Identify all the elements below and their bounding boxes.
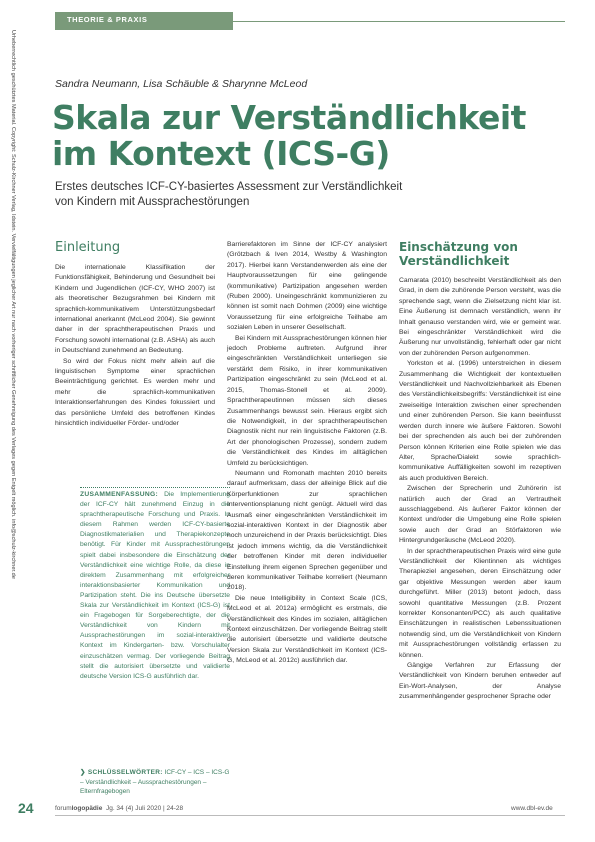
article-subtitle	[55, 180, 555, 210]
col3-paragraph-3: Zwischen der Sprecherin und Zuhörerin ist natürlich auch der Grad an Vertrautheit ausschlaggebend. Als äußerer Faktor können der Kontext und/oder die Umgebung eine Rolle spielen sowie auch der Grad an Störfaktoren wie Hintergrundgeräusche (McLeod 2020).	[399, 485, 561, 545]
col2-paragraph-4: Die neue Intelligibility in Context Scale (ICS, McLeod et al. 2012a) ermöglicht es erstmals, die Verständlichkeit des Kindes im sozialen, alltäglichen Kontext einzuschätzen. Der vorliegende Beitrag stellt die autorisiert übersetzte und validierte deutsche Version Skala zur Verständlichkeit im Kontext (ICS-G, McLeod et al. 2012c) ausführlich dar.	[227, 594, 387, 665]
col3-paragraph-1: Camarata (2010) beschreibt Verständlichkeit als den Grad, in dem die zuhörende Person versteht, was die sprechende sagt, wenn die Zielsetzung nicht klar ist. Eine Äußerung ist demnach verständlich, wenn ihr Inhalt genauso verstanden wird, wie er gemeint war. Bei eingeschränkter Verständlichkeit wird die Äußerung nur unvollständig, fehlerhaft oder gar nicht von der zuhörenden Person aufgenommen.	[399, 277, 561, 357]
article-title	[52, 100, 552, 172]
keywords-icon: ❯	[80, 769, 88, 776]
keywords-box	[80, 768, 230, 797]
summary-box	[80, 490, 230, 682]
section-label-bar	[55, 12, 233, 30]
footer-url: www.dbl-ev.de	[511, 805, 553, 812]
heading-einleitung: Einleitung	[55, 240, 121, 255]
journal-prefix: forum	[55, 805, 72, 812]
journal-citation	[55, 805, 183, 812]
footer-rule	[55, 815, 565, 816]
col1-paragraph-2: So wird der Fokus nicht mehr allein auf die linguistischen Symptome einer sprachlichen Beeinträchtigung gerichtet. Es werden mehr und mehr die sprachlich-kommunikativen Interaktionserfahrungen des Kindes fokussiert und das persönliche Umfeld des betroffenen Kindes hinsichtlich individueller Förder- und/oder	[55, 357, 215, 428]
col2-paragraph-3: Neumann und Romonath machten 2010 bereits darauf aufmerksam, dass der alleinige Blick auf die Körperfunktionen zur sprachlichen Interventionsplanung nicht genügt. Aktuell wird das Ausmaß einer eingeschränkten Verständlichkeit im sozial-interaktiven Kontext in der Diagnostik aber noch unzureichend in der Praxis berücksichtigt. Dies ist jedoch immens wichtig, da die Verständlichkeit der betroffenen Kinder mit deren individueller Einstellung ihrem eigenen Sprechen gegenüber und deren kommunikativer Teilhabe korreliert (Neumann 2018).	[227, 469, 387, 592]
article-authors: Sandra Neumann, Lisa Schäuble & Sharynne McLeod	[55, 78, 308, 90]
column-1	[55, 240, 215, 430]
column-3	[399, 240, 561, 703]
keywords-label: SCHLÜSSELWÖRTER:	[87, 769, 163, 776]
heading-einschaetzung-line-2: Verständlichkeit	[399, 254, 510, 268]
subtitle-line-1: Erstes deutsches ICF-CY-basiertes Assessment zur Verständlichkeit	[55, 181, 403, 193]
summary-rule	[80, 487, 230, 488]
page-number: 24	[18, 800, 34, 816]
col3-paragraph-4: In der sprachtherapeutischen Praxis wird eine gute Verständlichkeit der Klientinnen als wichtiges Therapieziel angesehen, deren Einschätzung oder gar objektive Messungen werden aber kaum durchgeführt. Miller (2013) betont jedoch, dass sowohl quantitative Messungen (z.B. Prozent korrekter Konsonanten/PCC) als auch qualitative Einschätzungen in realistischen Lebenssituationen notwendig sind, um die Verständlichkeit von Kindern mit Aussprachestörungen vollständig erfassen zu können.	[399, 547, 561, 659]
col2-paragraph-1: Barrierefaktoren im Sinne der ICF-CY analysiert (Grötzbach & Iven 2014, Westby & Washington 2017). Hierbei kann Verstandenwerden als eine der Hauptvoraussetzungen für eine gelingende (kommunikative) Partizipation angesehen werden (Ruben 2000). Uneingeschränkt kommunizieren zu können ist somit nach Dohmen (2009) eine wichtige Voraussetzung für eine erfolgreiche Teilhabe am sozialen Leben in unserer Gesellschaft.	[227, 241, 387, 332]
subtitle-line-2: von Kindern mit Aussprachestörungen	[55, 196, 250, 208]
summary-label: ZUSAMMENFASSUNG:	[80, 491, 158, 498]
col3-paragraph-5: Gängige Verfahren zur Erfassung der Verständlichkeit von Kindern beruhen entweder auf Ein-Wort-Analysen, der Analyse zusammenhängender gesprochener Sprache oder	[399, 662, 561, 701]
section-label: THEORIE & PRAXIS	[67, 15, 148, 24]
keywords-text: ICF-CY – ICS – ICS-G – Verständlichkeit – Aussprachestörungen – Elternfragebogen	[80, 769, 230, 795]
col3-paragraph-2: Yorkston et al. (1996) unterstreichen in diesem Zusammenhang die Wichtigkeit der kontextuellen Verständlichkeit und Nachvollziehbarkeit als Ebenen des Verständlichkeitsbegriffs: Verständlichkeit ist eine zweiseitige Interaktion zwischen einer sprechenden und einer zuhörenden Person. Sie kann beeinflusst werden durch innere wie äußere Faktoren. Sowohl bei der sprechenden als auch bei der zuhörenden Person können Kriterien eine Rolle spielen wie das Alter, Sprache/Dialekt sowie sprachlich-kommunikative Auffälligkeiten sowohl im rezeptiven als auch produktiven Bereich.	[399, 360, 561, 482]
col2-paragraph-2: Bei Kindern mit Aussprachestörungen können hier jedoch Probleme auftreten. Aufgrund ihrer eingeschränkten Verständlichkeit unterliegen sie verstärkt dem Risiko, in ihrer kommunikativen Partizipation eingeschränkt zu sein (McLeod et al. 2015, Thomas-Stonell et al. 2009). Sprachtherapeutinnen müssen sich dieses Zusammenhangs bewusst sein. Hieraus ergibt sich die Notwendigkeit, in der sprachtherapeutischen Diagnostik nicht nur rein linguistische Faktoren (z.B. Art der phonologischen Prozesse), sondern zudem die Verständlichkeit des Kindes im alltäglichen Umfeld zu berücksichtigen.	[227, 334, 387, 467]
title-line-1: Skala zur Verständlichkeit	[52, 98, 526, 137]
copyright-sidebar	[4, 30, 16, 830]
title-line-2: im Kontext (ICS-G)	[52, 134, 390, 173]
heading-einschaetzung	[399, 240, 561, 268]
copyright-notice: Urheberrechtlich geschütztes Material. Copyright: Schulz-Kirchner Verlag, Idstein. Vervielfältigungen jeglicher Art nur nach vorheriger schriftlicher Genehmigung des Verlages gegen Entgelt möglich. info@schulz-kirchner.de	[10, 30, 16, 579]
col1-paragraph-1: Die internationale Klassifikation der Funktionsfähigkeit, Behinderung und Gesundheit bei Kindern und Jugendlichen (ICF-CY, WHO 2007) ist als theoretischer Bezugsrahmen bei Kindern mit sprachlich-kommunikativem Unterstützungsbedarf international anerkannt (McLeod 2004). Sie gewinnt daher in der sprachtherapeutischen Praxis und Forschung sowohl international (z.B. ASHA) als auch in Deutschland zunehmend an Bedeutung.	[55, 264, 215, 355]
heading-einschaetzung-line-1: Einschätzung von	[399, 240, 518, 254]
journal-issue: Jg. 34 (4) Juli 2020 | 24-28	[105, 805, 184, 812]
summary-text: Die Implementierung der ICF-CY hält zunehmend Einzug in die sprachtherapeutische Forschung und Praxis. In diesem Rahmen werden ICF-CY-basierte Diagnostikmaterialien und Therapiekonzepte benötigt. Für Kinder mit Aussprachestörungen spielt dabei insbesondere die Einschätzung der Verständlichkeit eine wichtige Rolle, da diese in direktem Zusammenhang mit erfolgreicher interaktionsbasierter Kommunikation und Partizipation steht. Die ins Deutsche übersetzte Skala zur Verständlichkeit im Kontext (ICS-G) ist ein Fragebogen für Sorgeberechtigte, der die Verständlichkeit von Kindern mit Aussprachestörungen im sozial-interaktiven Kontext im Kindergarten- bzw. Vorschulalter einzuschätzen vermag. Der vorliegende Beitrag stellt die autorisiert übersetzte und validierte deutsche Version ICS-G ausführlich dar.	[80, 491, 230, 680]
header-rule	[233, 21, 565, 22]
column-2	[227, 240, 387, 667]
journal-brand: logopädie	[71, 805, 103, 812]
